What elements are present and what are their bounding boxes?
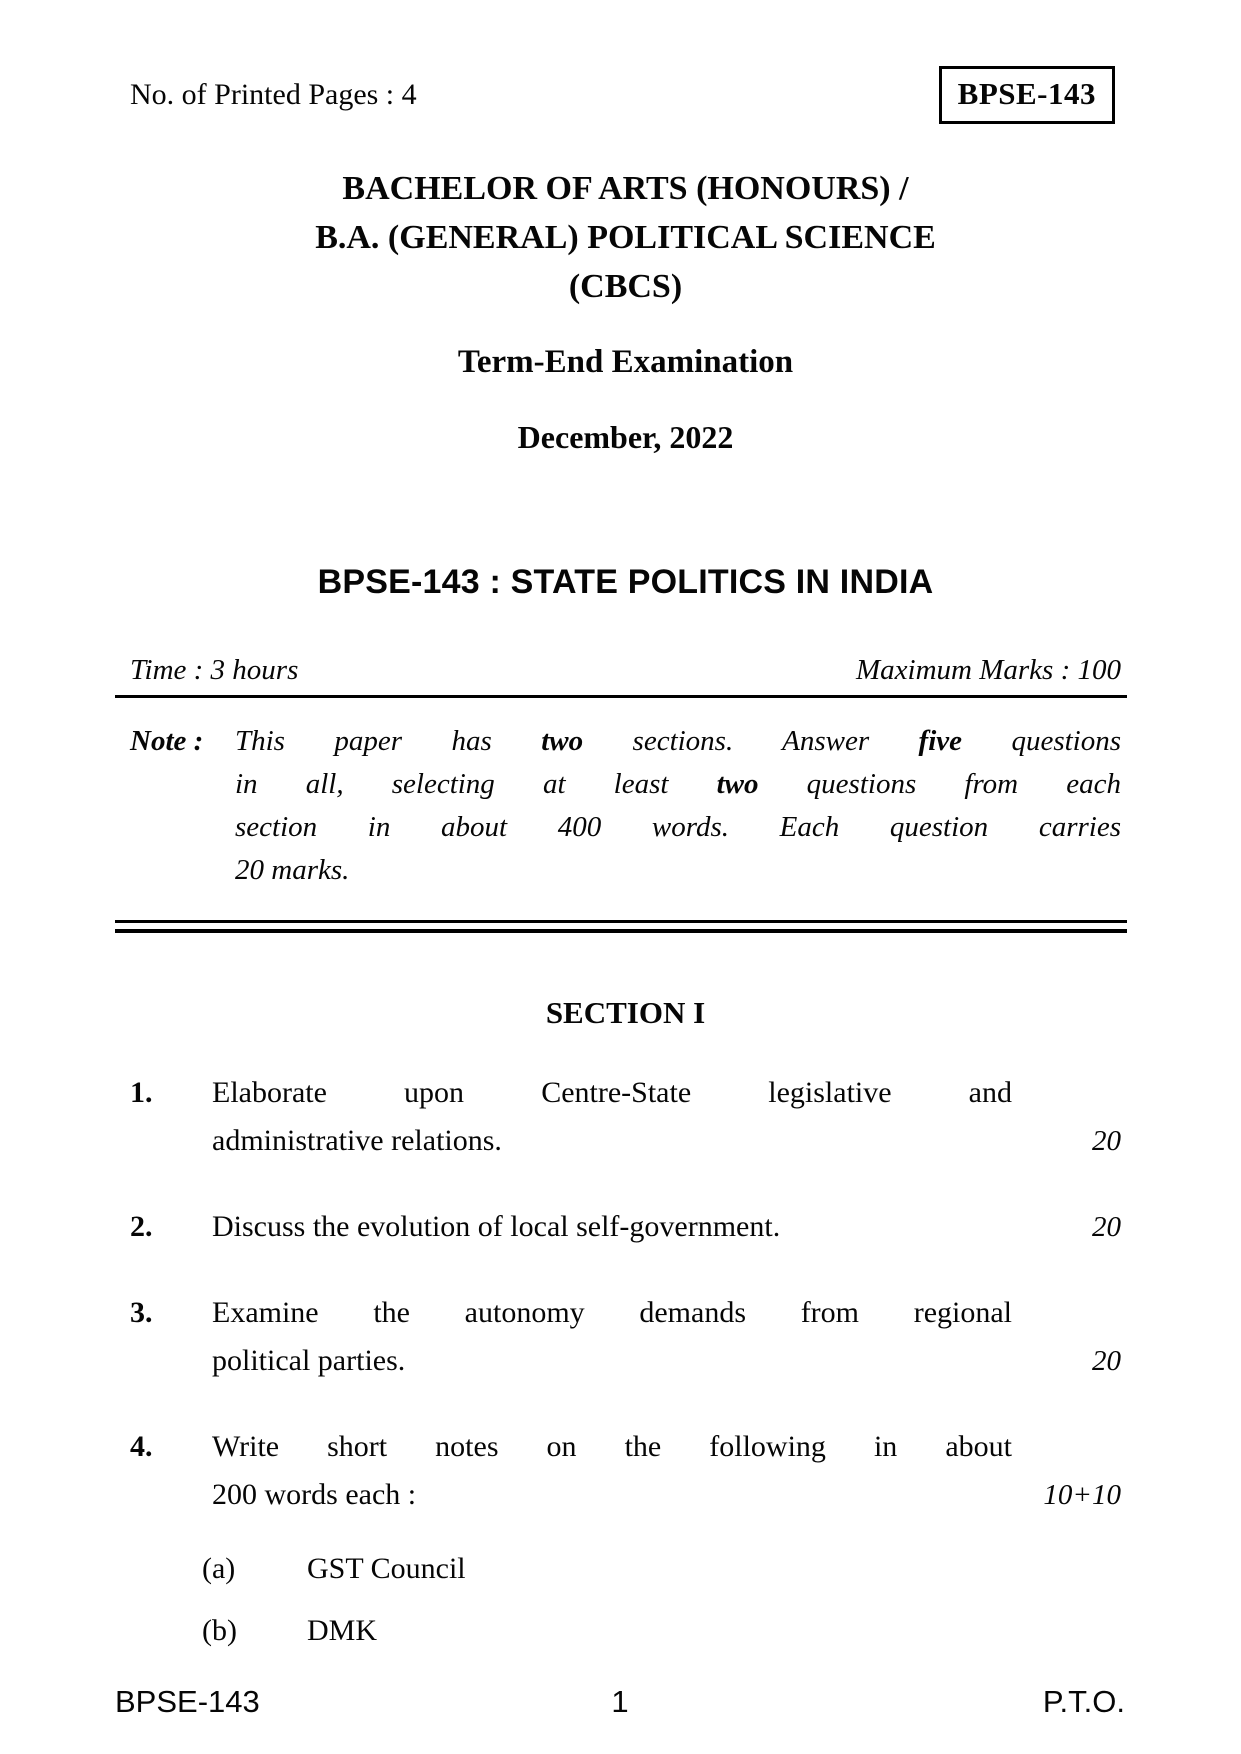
question-1-text — [212, 1069, 1012, 1165]
sub-question-a-label: (a) — [202, 1552, 236, 1585]
question-2-text — [212, 1203, 1012, 1251]
section-1-heading: SECTION I — [545, 995, 706, 1030]
question-1-number: 1. — [130, 1076, 153, 1109]
note-block — [130, 720, 1121, 892]
page-header — [130, 66, 1121, 124]
note-line-2: in all, selecting at least two questions from each — [235, 768, 1121, 800]
question-3-line-1: Examine the autonomy demands from regional — [212, 1296, 1012, 1329]
question-1 — [130, 1069, 1121, 1165]
question-4-text — [212, 1423, 1012, 1519]
question-4-line-2: 200 words each : — [212, 1478, 417, 1511]
note-label: Note : — [130, 725, 204, 757]
sub-question-b-label: (b) — [202, 1614, 237, 1647]
note-text — [235, 720, 1121, 892]
programme-title-line-2: B.A. (GENERAL) POLITICAL SCIENCE — [315, 219, 936, 256]
question-3 — [130, 1289, 1121, 1385]
printed-pages-note: No. of Printed Pages : 4 — [130, 78, 417, 111]
question-4-number: 4. — [130, 1430, 153, 1463]
question-3-line-2: political parties. — [212, 1344, 406, 1377]
course-title: BPSE-143 : STATE POLITICS IN INDIA — [317, 563, 934, 601]
page-footer — [115, 1684, 1125, 1720]
footer-page-number: 1 — [611, 1684, 629, 1719]
question-1-line-1: Elaborate upon Centre-State legislative and — [212, 1076, 1012, 1109]
exam-session: December, 2022 — [517, 419, 734, 455]
note-line-3: section in about 400 words. Each question carries — [235, 811, 1121, 843]
question-4-sub-list — [202, 1545, 1121, 1655]
question-4-line-1: Write short notes on the following in about — [212, 1430, 1012, 1463]
programme-title-line-1: BACHELOR OF ARTS (HONOURS) / — [342, 170, 909, 207]
note-line-4: 20 marks. — [235, 854, 350, 886]
sub-question-a-text: GST Council — [307, 1552, 466, 1585]
question-2 — [130, 1203, 1121, 1251]
question-2-number: 2. — [130, 1210, 153, 1243]
question-3-marks: 20 — [1092, 1345, 1121, 1377]
exam-name: Term-End Examination — [457, 344, 794, 380]
footer-course-code: BPSE-143 — [115, 1684, 260, 1719]
maximum-marks: Maximum Marks : 100 — [856, 654, 1121, 686]
programme-title — [130, 164, 1121, 311]
question-4 — [130, 1423, 1121, 1519]
question-3-text — [212, 1289, 1012, 1385]
question-4-block — [130, 1423, 1121, 1655]
sub-question-a — [202, 1545, 1121, 1593]
time-allowed: Time : 3 hours — [130, 654, 299, 686]
question-2-marks: 20 — [1092, 1211, 1121, 1243]
sub-question-b — [202, 1607, 1121, 1655]
question-3-number: 3. — [130, 1296, 153, 1329]
horizontal-rule — [115, 695, 1127, 698]
question-1-marks: 20 — [1092, 1125, 1121, 1157]
double-horizontal-rule — [115, 920, 1127, 933]
course-code-box: BPSE-143 — [939, 66, 1115, 124]
programme-title-line-3: (CBCS) — [568, 268, 683, 305]
question-4-marks: 10+10 — [1043, 1479, 1121, 1511]
time-marks-row — [130, 651, 1121, 689]
question-1-line-2: administrative relations. — [212, 1124, 502, 1157]
note-line-1: This paper has two sections. Answer five questions — [235, 725, 1121, 757]
question-2-line-1: Discuss the evolution of local self-government. — [212, 1210, 781, 1243]
footer-pto: P.T.O. — [1042, 1684, 1125, 1719]
sub-question-b-text: DMK — [307, 1614, 378, 1647]
